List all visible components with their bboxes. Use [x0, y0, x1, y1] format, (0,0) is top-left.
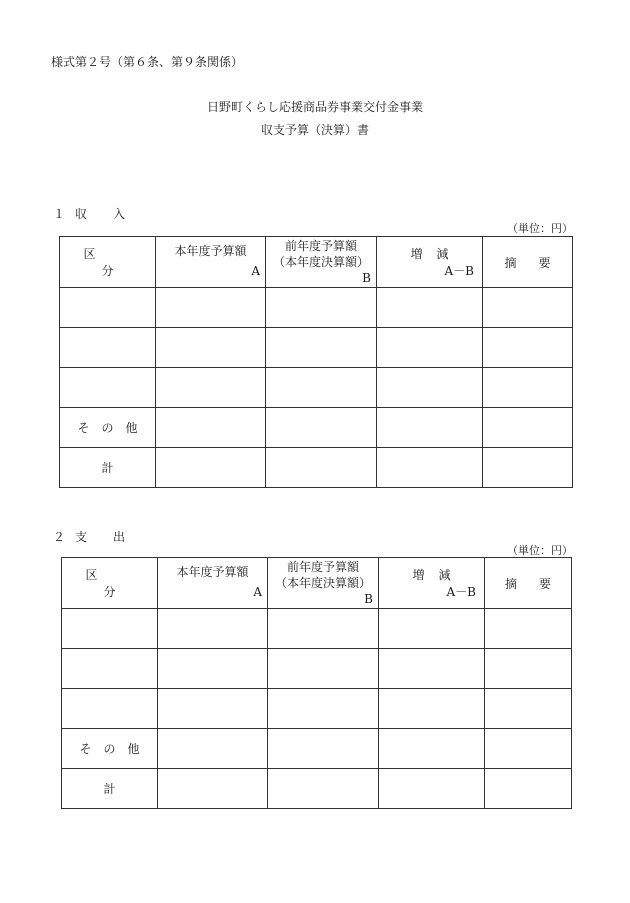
row-label: その他 [62, 729, 158, 769]
cell-remarks [485, 649, 572, 689]
header-difference: 増減 A－B [379, 558, 485, 609]
cell-current-budget [158, 769, 268, 809]
document-subtitle: 収支予算（決算）書 [260, 123, 369, 137]
table-row-other [60, 408, 573, 448]
cell-current-budget [156, 368, 266, 408]
cell-prev-budget [268, 689, 379, 729]
table-row [62, 609, 572, 649]
header-prev-budget: 前年度予算額 （本年度決算額） B [266, 237, 377, 288]
cell-remarks [483, 368, 573, 408]
cell-current-budget [158, 609, 268, 649]
document-title: 日野町くらし応援商品券事業交付金事業 [206, 100, 423, 114]
cell-prev-budget [268, 609, 379, 649]
cell-current-budget [158, 729, 268, 769]
table-row-total [60, 448, 573, 488]
header-row [60, 237, 573, 288]
header-category: 区分 [62, 558, 158, 609]
row-label: 計 [60, 448, 156, 488]
section-label: 収入 [75, 207, 152, 221]
section-number: １ [53, 207, 66, 221]
header-difference: 増減 A－B [377, 237, 483, 288]
unit-label: （単位：円） [507, 222, 573, 235]
section-label: 支出 [75, 530, 152, 544]
cell-prev-budget [266, 288, 377, 328]
header-prev-budget: 前年度予算額 （本年度決算額） B [268, 558, 379, 609]
cell-difference [377, 408, 483, 448]
cell-current-budget [156, 408, 266, 448]
table-row [60, 368, 573, 408]
table-row [62, 689, 572, 729]
cell-prev-budget [266, 408, 377, 448]
cell-prev-budget [266, 328, 377, 368]
row-label [62, 609, 158, 649]
cell-current-budget [156, 288, 266, 328]
row-label [62, 689, 158, 729]
row-label: 計 [62, 769, 158, 809]
cell-prev-budget [268, 729, 379, 769]
cell-remarks [483, 288, 573, 328]
cell-prev-budget [266, 448, 377, 488]
header-row [62, 558, 572, 609]
cell-difference [377, 448, 483, 488]
table-row [60, 288, 573, 328]
cell-remarks [485, 609, 572, 649]
cell-current-budget [158, 689, 268, 729]
cell-remarks [483, 408, 573, 448]
cell-current-budget [156, 448, 266, 488]
cell-difference [377, 368, 483, 408]
cell-current-budget [158, 649, 268, 689]
section-heading-expenditure [53, 528, 151, 545]
form-number: 様式第２号（第６条、第９条関係） [51, 55, 244, 69]
cell-difference [379, 689, 485, 729]
row-label [60, 288, 156, 328]
cell-difference [379, 769, 485, 809]
header-category: 区分 [60, 237, 156, 288]
cell-current-budget [156, 328, 266, 368]
cell-remarks [485, 729, 572, 769]
cell-difference [377, 328, 483, 368]
cell-remarks [483, 448, 573, 488]
row-label: その他 [60, 408, 156, 448]
header-remarks: 摘要 [485, 558, 572, 609]
cell-prev-budget [268, 769, 379, 809]
cell-remarks [485, 689, 572, 729]
table-row-total [62, 769, 572, 809]
cell-remarks [483, 328, 573, 368]
cell-difference [379, 649, 485, 689]
income-table [59, 236, 573, 488]
row-label [60, 368, 156, 408]
cell-difference [379, 729, 485, 769]
section-number: ２ [53, 530, 66, 544]
expenditure-table [61, 557, 572, 809]
cell-difference [379, 609, 485, 649]
header-current-budget: 本年度予算額 A [158, 558, 268, 609]
table-row-other [62, 729, 572, 769]
cell-difference [377, 288, 483, 328]
row-label [62, 649, 158, 689]
header-remarks: 摘要 [483, 237, 573, 288]
cell-remarks [485, 769, 572, 809]
header-current-budget: 本年度予算額 A [156, 237, 266, 288]
table-row [62, 649, 572, 689]
cell-prev-budget [266, 368, 377, 408]
table-row [60, 328, 573, 368]
section-heading-income [53, 205, 151, 222]
cell-prev-budget [268, 649, 379, 689]
row-label [60, 328, 156, 368]
unit-label: （単位：円） [507, 544, 573, 557]
